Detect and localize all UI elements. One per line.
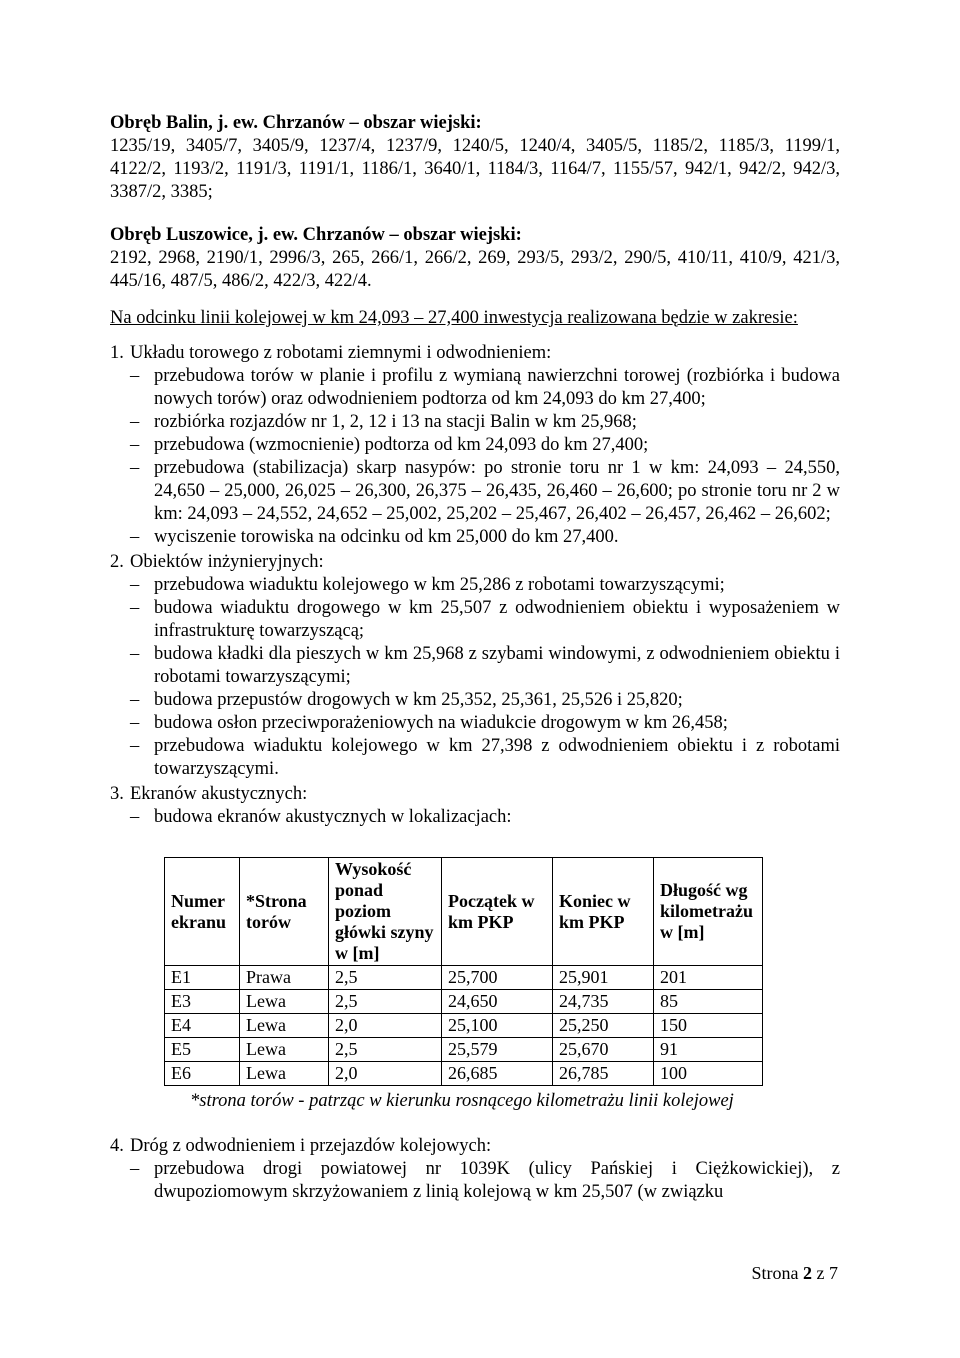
table-cell: 25,250: [553, 1014, 654, 1038]
dash-marker: –: [130, 412, 140, 432]
table-cell: 2,0: [329, 1062, 442, 1086]
bullet-list: [130, 365, 840, 549]
table-cell: Lewa: [240, 1062, 329, 1086]
table-header-row: [165, 858, 763, 966]
total-pages: 7: [829, 1263, 838, 1283]
parcel-list: 2192, 2968, 2190/1, 2996/3, 265, 266/1, 266/2, 269, 293/5, 293/2, 290/5, 410/11, 410/9, 421/3, 445/16, 487/5, 486/2, 422/3, 422/4.: [110, 248, 840, 291]
table-cell: 24,650: [442, 990, 553, 1014]
item-number: 3.: [110, 784, 124, 804]
scope-item-3: [110, 783, 840, 806]
table-row: [165, 1062, 763, 1086]
scope-item-1: [110, 342, 840, 365]
table-cell: E1: [165, 966, 240, 990]
parcel-list: 1235/19, 3405/7, 3405/9, 1237/4, 1237/9, 1240/5, 1240/4, 3405/5, 1185/2, 1185/3, 1199/1, 4122/2, 1193/2, 1191/3, 1191/1, 1186/1, 3640/1, 1184/3, 1164/7, 1155/57, 942/1, 942/2, 942/3, 3387/2, 3385;: [110, 136, 840, 202]
table-cell: 24,735: [553, 990, 654, 1014]
column-header: *Strona torów: [240, 858, 329, 966]
document-body: [110, 112, 840, 1204]
table-cell: 25,901: [553, 966, 654, 990]
table-cell: 2,5: [329, 1038, 442, 1062]
table-cell: Lewa: [240, 990, 329, 1014]
item-number: 1.: [110, 343, 124, 363]
item-number: 2.: [110, 552, 124, 572]
page-number: Strona 2 z 7: [751, 1263, 838, 1283]
list-item: – przebudowa wiaduktu kolejowego w km 27,398 z odwodnieniem obiektu i z robotami towarzyszącymi.: [130, 736, 840, 779]
table-cell: Prawa: [240, 966, 329, 990]
table-cell: 2,5: [329, 990, 442, 1014]
table-cell: 25,700: [442, 966, 553, 990]
item-title: Układu torowego z robotami ziemnymi i odwodnieniem:: [130, 343, 552, 363]
table-row: [165, 990, 763, 1014]
dash-marker: –: [130, 575, 140, 595]
dash-marker: –: [130, 644, 140, 664]
table-cell: 26,785: [553, 1062, 654, 1086]
dash-marker: –: [130, 366, 140, 386]
table-cell: 25,670: [553, 1038, 654, 1062]
bullet-list: [130, 806, 840, 829]
column-header: Wysokość ponad poziom główki szyny w [m]: [329, 858, 442, 966]
list-item: – budowa przepustów drogowych w km 25,352, 25,361, 25,526 i 25,820;: [130, 690, 683, 710]
table-cell: 150: [654, 1014, 763, 1038]
table-cell: 100: [654, 1062, 763, 1086]
list-item: – przebudowa torów w planie i profilu z wymianą nawierzchni torowej (rozbiórka i budowa nowych torów) oraz odwodnieniem podtorza od km 24,093 do km 27,400;: [130, 366, 840, 409]
item-title: Dróg z odwodnieniem i przejazdów kolejowych:: [130, 1136, 492, 1156]
section-balin: [110, 112, 840, 204]
scope-item-2: [110, 551, 840, 574]
item-number: 4.: [110, 1136, 124, 1156]
table-cell: 26,685: [442, 1062, 553, 1086]
table-cell: Lewa: [240, 1014, 329, 1038]
table-cell: E4: [165, 1014, 240, 1038]
dash-marker: –: [130, 458, 140, 478]
list-item: – budowa wiaduktu drogowego w km 25,507 z odwodnieniem obiektu i wyposażeniem w infrastrukturę towarzyszącą;: [130, 598, 840, 641]
dash-marker: –: [130, 713, 140, 733]
column-header: Koniec w km PKP: [553, 858, 654, 966]
section-heading: Obręb Luszowice, j. ew. Chrzanów – obszar wiejski:: [110, 225, 522, 245]
dash-marker: –: [130, 807, 140, 827]
table-cell: 2,0: [329, 1014, 442, 1038]
table-cell: 25,100: [442, 1014, 553, 1038]
current-page: 2: [803, 1263, 812, 1283]
table-cell: 85: [654, 990, 763, 1014]
list-item: – budowa kładki dla pieszych w km 25,968 z szybami windowymi, z odwodnieniem obiektu i robotami towarzyszącymi;: [130, 644, 840, 687]
column-header: Początek w km PKP: [442, 858, 553, 966]
dash-marker: –: [130, 1159, 140, 1179]
table-cell: 91: [654, 1038, 763, 1062]
table-row: [165, 966, 763, 990]
dash-marker: –: [130, 690, 140, 710]
table-cell: E5: [165, 1038, 240, 1062]
dash-marker: –: [130, 598, 140, 618]
table-cell: 2,5: [329, 966, 442, 990]
scope-intro: Na odcinku linii kolejowej w km 24,093 – 27,400 inwestycja realizowana będzie w zakresie:: [110, 308, 798, 328]
table-cell: Lewa: [240, 1038, 329, 1062]
column-header: Numer ekranu: [165, 858, 240, 966]
list-item: – budowa osłon przeciwporażeniowych na wiadukcie drogowym w km 26,458;: [130, 713, 728, 733]
dash-marker: –: [130, 736, 140, 756]
dash-marker: –: [130, 435, 140, 455]
table-cell: 25,579: [442, 1038, 553, 1062]
item-title: Obiektów inżynieryjnych:: [130, 552, 324, 572]
list-item: – przebudowa (wzmocnienie) podtorza od km 24,093 do km 27,400;: [130, 435, 649, 455]
table-cell: E3: [165, 990, 240, 1014]
section-luszowice: [110, 224, 840, 293]
table-cell: E6: [165, 1062, 240, 1086]
bullet-list: [130, 1158, 840, 1204]
list-item: – przebudowa (stabilizacja) skarp nasypów: po stronie toru nr 1 w km: 24,093 – 24,550, 24,650 – 25,000, 26,025 – 26,300, 26,375 – 26,435, 26,460 – 26,600; po stronie toru nr 2 w km: 24,093 – 24,552, 24,652 – 25,002, 25,202 – 25,467, 26,402 – 26,457, 26,462 – 26,602;: [130, 458, 840, 524]
table-footnote: *strona torów - patrząc w kierunku rosnącego kilometrażu linii kolejowej: [190, 1091, 734, 1111]
list-item: – wyciszenie torowiska na odcinku od km 25,000 do km 27,400.: [130, 527, 619, 547]
item-title: Ekranów akustycznych:: [130, 784, 308, 804]
list-item: – przebudowa wiaduktu kolejowego w km 25,286 z robotami towarzyszącymi;: [130, 575, 725, 595]
table-row: [165, 1014, 763, 1038]
section-heading: Obręb Balin, j. ew. Chrzanów – obszar wiejski:: [110, 113, 482, 133]
scope-item-4: [110, 1135, 840, 1158]
table-row: [165, 1038, 763, 1062]
acoustic-screens-table: [164, 857, 763, 1086]
bullet-list: [130, 574, 840, 781]
list-item: – rozbiórka rozjazdów nr 1, 2, 12 i 13 na stacji Balin w km 25,968;: [130, 412, 637, 432]
table-cell: 201: [654, 966, 763, 990]
list-item: – przebudowa drogi powiatowej nr 1039K (ulicy Pańskiej i Ciężkowickiej), z dwupoziomowym skrzyżowaniem z linią kolejową w km 25,507 (w związku: [130, 1159, 840, 1202]
column-header: Długość wg kilometrażu w [m]: [654, 858, 763, 966]
dash-marker: –: [130, 527, 140, 547]
list-item: – budowa ekranów akustycznych w lokalizacjach:: [130, 807, 512, 827]
